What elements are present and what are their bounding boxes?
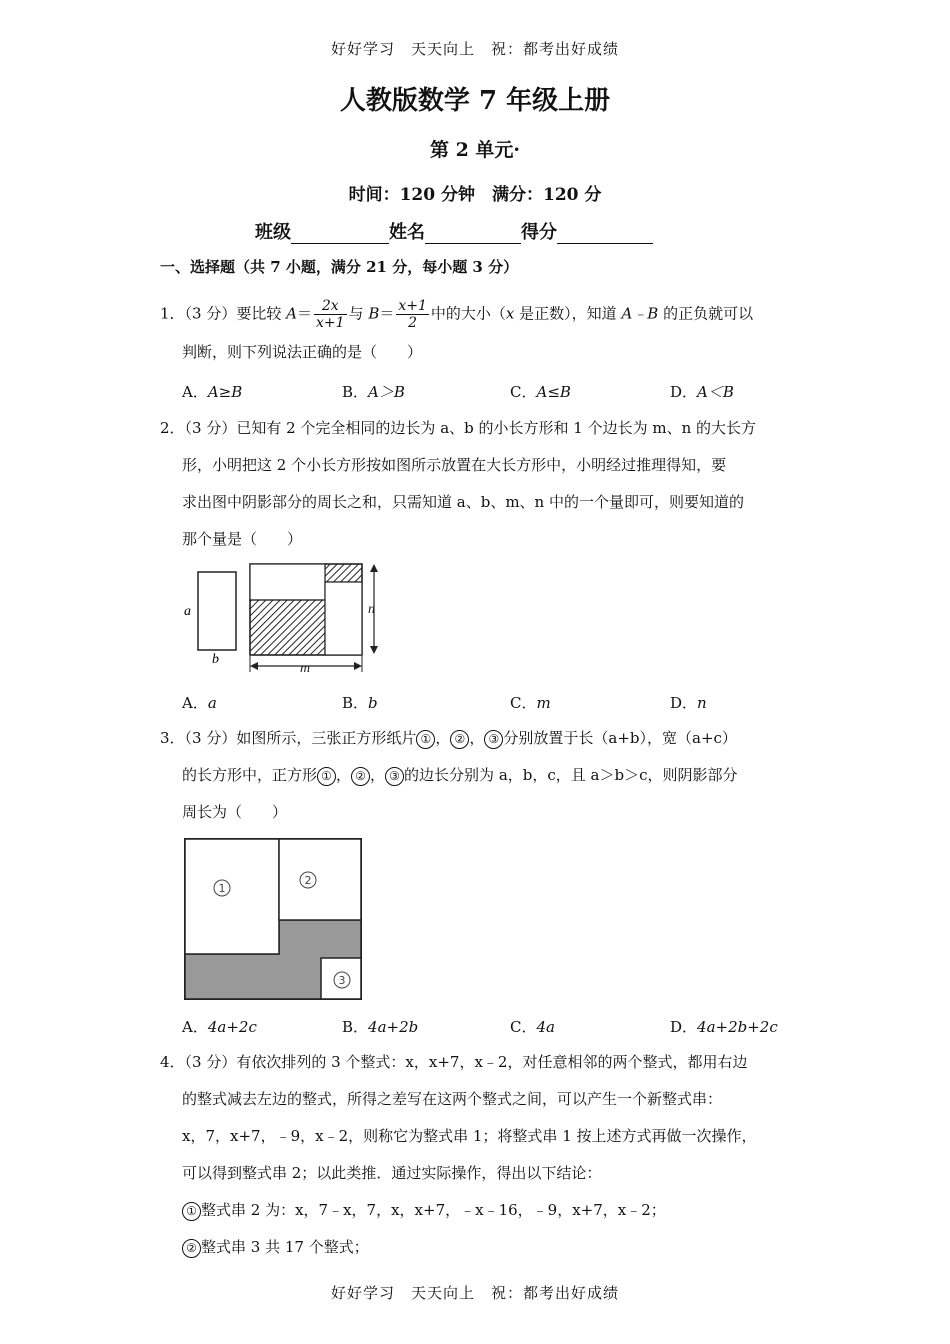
- q1-option-c[interactable]: C．A≤B: [510, 383, 571, 401]
- page-title: 人教版数学 7 年级上册: [339, 86, 611, 116]
- q3-option-b[interactable]: B．4a+2b: [342, 1018, 419, 1036]
- label-n: n: [368, 602, 375, 617]
- q2-option-c[interactable]: C．m: [510, 694, 551, 712]
- q4-line2: 的整式减去左边的整式，所得之差写在这两个整式之间，可以产生一个新整式串：: [182, 1090, 723, 1108]
- q1-line2: 判断，则下列说法正确的是（ ）: [182, 343, 423, 361]
- q3-line1: 3．（3 分）如图所示，三张正方形纸片 ① ， ② ， ③ 分别放置于长（a+b），宽（a+c）: [160, 729, 737, 747]
- class-field[interactable]: [291, 225, 389, 244]
- q1-option-a[interactable]: A．A≥B: [182, 383, 243, 401]
- q4-item1: ① 整式串 2 为：x，7﹣x，7，x，x+7，﹣x﹣16，﹣9，x+7，x﹣2；: [182, 1200, 666, 1221]
- page-header: 好好学习 天天向上 祝：都考出好成绩: [330, 40, 619, 58]
- name-field[interactable]: [425, 225, 521, 244]
- svg-text:3: 3: [338, 974, 346, 987]
- q4-item2: ② 整式串 3 共 17 个整式；: [182, 1237, 369, 1258]
- square-2: [279, 839, 361, 920]
- label-m: m: [300, 661, 311, 676]
- q2-figure: [178, 560, 398, 680]
- q4-line4: 可以得到整式串 2；以此类推．通过实际操作，得出以下结论：: [182, 1164, 602, 1182]
- q3-line3: 周长为（ ）: [182, 803, 288, 821]
- section-title: 一、选择题（共 7 小题，满分 21 分，每小题 3 分）: [160, 258, 519, 276]
- class-label: 班级: [255, 222, 291, 243]
- q4-line1: 4．（3 分）有依次排列的 3 个整式：x，x+7，x﹣2，对任意相邻的两个整式，都用右边: [160, 1053, 748, 1071]
- q2-line2: 形，小明把这 2 个小长方形按如图所示放置在大长方形中，小明经过推理得知，要: [182, 456, 727, 474]
- placed-rect-right: [325, 582, 362, 655]
- q1-line1: 1．（3 分）要比较 A＝ $\frac{2x}{x+1}$ 与 B＝ $\frac{x+1}{2}$ 中的大小（x 是正数），知道 A﹣B 的正负就可以: [160, 298, 754, 331]
- q3-option-c[interactable]: C．4a: [510, 1018, 555, 1036]
- label-a: a: [184, 604, 191, 619]
- placed-rect-top: [250, 564, 325, 600]
- q3-option-a[interactable]: A．4a+2c: [182, 1018, 257, 1036]
- score-label: 得分: [521, 222, 557, 243]
- q3-figure: [182, 836, 366, 1002]
- q2-line1: 2．（3 分）已知有 2 个完全相同的边长为 a、b 的小长方形和 1 个边长为 m、n 的大长方: [160, 419, 757, 437]
- q2-line4: 那个量是（ ）: [182, 530, 303, 548]
- label-b: b: [212, 652, 219, 667]
- q2-option-a[interactable]: A．a: [182, 694, 217, 712]
- score-field[interactable]: [557, 225, 653, 244]
- q4-line3: x，7，x+7，﹣9，x﹣2，则称它为整式串 1；将整式串 1 按上述方式再做一次操作，: [182, 1127, 757, 1145]
- q2-line3: 求出图中阴影部分的周长之和，只需知道 a、b、m、n 中的一个量即可，则要知道的: [182, 493, 744, 511]
- q2-option-d[interactable]: D．n: [670, 694, 707, 712]
- q1-option-b[interactable]: B．A＞B: [342, 383, 405, 401]
- svg-text:2: 2: [304, 874, 312, 887]
- shaded-top-right: [325, 564, 362, 582]
- name-label: 姓名: [389, 222, 425, 243]
- q3-line2: 的长方形中，正方形 ① ， ② ， ③ 的边长分别为 a，b，c，且 a＞b＞c，则阴影部分: [182, 766, 738, 784]
- q3-option-d[interactable]: D．4a+2b+2c: [670, 1018, 778, 1036]
- q1-option-d[interactable]: D．A＜B: [670, 383, 734, 401]
- q2-option-b[interactable]: B．b: [342, 694, 378, 712]
- time-score-line: 时间：120 分钟 满分：120 分: [348, 185, 602, 205]
- q1-fraction-a: $\frac{2x}{x+1}$: [315, 298, 345, 331]
- square-1: [185, 839, 279, 954]
- page-footer: 好好学习 天天向上 祝：都考出好成绩: [330, 1284, 619, 1302]
- unit-subtitle: 第 2 单元·: [429, 139, 521, 161]
- small-rectangle: [198, 572, 236, 650]
- student-info: [255, 218, 653, 244]
- q1-fraction-b: $\frac{x+1}{2}$: [398, 298, 427, 331]
- svg-text:1: 1: [218, 882, 226, 895]
- shaded-bottom-left: [250, 600, 325, 655]
